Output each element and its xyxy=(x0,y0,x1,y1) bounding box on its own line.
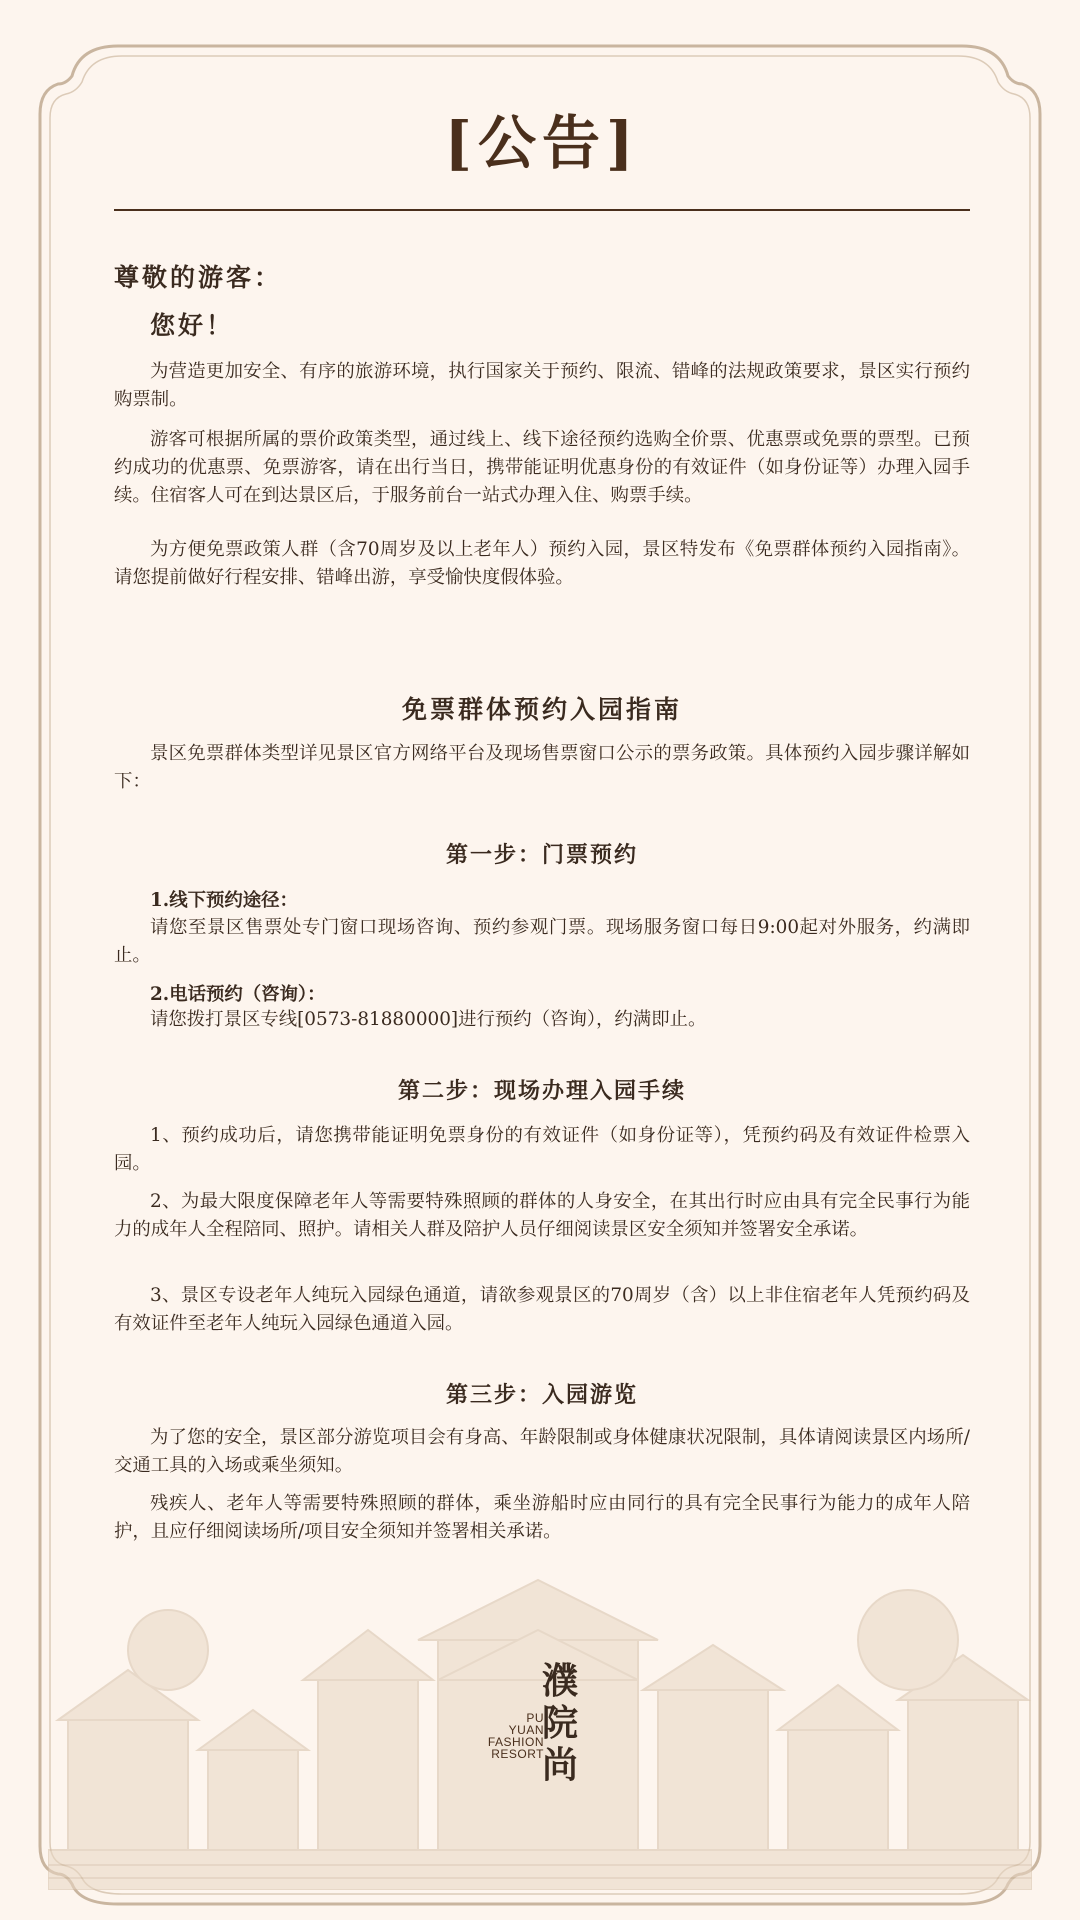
step2-item-3: 3、景区专设老年人纯玩入园绿色通道，请欲参观景区的70周岁（含）以上非住宿老年人凭预约码及有效证件至老年人纯玩入园绿色通道入园。 xyxy=(114,1285,970,1334)
logo-latin-4: RESORT xyxy=(491,1747,544,1761)
step3-title: 第三步：入园游览 xyxy=(445,1382,638,1408)
step1-offline-label: 1.线下预约途径： xyxy=(150,890,298,911)
step2-title: 第二步：现场办理入园手续 xyxy=(397,1078,686,1104)
salutation: 尊敬的游客： xyxy=(114,263,283,292)
logo-char-1: 濮 xyxy=(542,1660,579,1702)
step3-item-1: 为了您的安全，景区部分游览项目会有身高、年龄限制或身体健康状况限制，具体请阅读景区内场所/交通工具的入场或乘坐须知。 xyxy=(114,1427,970,1476)
step1-title: 第一步：门票预约 xyxy=(445,842,638,868)
logo-latin-1: PU xyxy=(526,1711,544,1725)
step3-item-2: 残疾人、老年人等需要特殊照顾的群体，乘坐游船时应由同行的具有完全民事行为能力的成年人陪护，且应仔细阅读场所/项目安全须知并签署相关承诺。 xyxy=(114,1493,970,1542)
page-title: [公告] xyxy=(444,109,640,177)
step1-offline-text: 请您至景区售票处专门窗口现场咨询、预约参观门票。现场服务窗口每日9:00起对外服务，约满即止。 xyxy=(114,917,970,966)
logo-char-3: 尚 xyxy=(542,1744,579,1786)
logo-latin-3: FASHION xyxy=(487,1735,544,1749)
logo-latin-2: YUAN xyxy=(508,1723,544,1737)
step2-item-1: 1、预约成功后，请您携带能证明免票身份的有效证件（如身份证等），凭预约码及有效证件检票入园。 xyxy=(114,1125,970,1174)
notice-paragraph-1: 为营造更加安全、有序的旅游环境，执行国家关于预约、限流、错峰的法规政策要求，景区实行预约购票制。 xyxy=(114,361,970,410)
logo-char-2: 院 xyxy=(542,1702,579,1744)
notice-paragraph-2: 游客可根据所属的票价政策类型，通过线上、线下途径预约选购全价票、优惠票或免票的票型。已预约成功的优惠票、免票游客，请在出行当日，携带能证明优惠身份的有效证件（如身份证等）办理入园手续。住宿客人可在到达景区后，于服务前台一站式办理入住、购票手续。 xyxy=(114,429,970,506)
step2-item-2: 2、为最大限度保障老年人等需要特殊照顾的群体的人身安全，在其出行时应由具有完全民事行为能力的成年人全程陪同、照护。请相关人群及陪护人员仔细阅读景区安全须知并签署安全承诺。 xyxy=(114,1191,970,1240)
title-divider xyxy=(114,209,970,211)
notice-paragraph-3: 为方便免票政策人群（含70周岁及以上老年人）预约入园，景区特发布《免票群体预约入园指南》。请您提前做好行程安排、错峰出游，享受愉快度假体验。 xyxy=(114,539,970,588)
greeting: 您好！ xyxy=(150,311,235,340)
resort-logo xyxy=(478,1660,608,1790)
guide-title: 免票群体预约入园指南 xyxy=(401,695,682,724)
guide-intro: 景区免票群体类型详见景区官方网络平台及现场售票窗口公示的票务政策。具体预约入园步骤详解如下： xyxy=(114,743,970,792)
step1-phone-text: 请您拨打景区专线[0573-81880000]进行预约（咨询），约满即止。 xyxy=(150,1009,707,1030)
step1-phone-label: 2.电话预约（咨询）： xyxy=(150,984,326,1005)
